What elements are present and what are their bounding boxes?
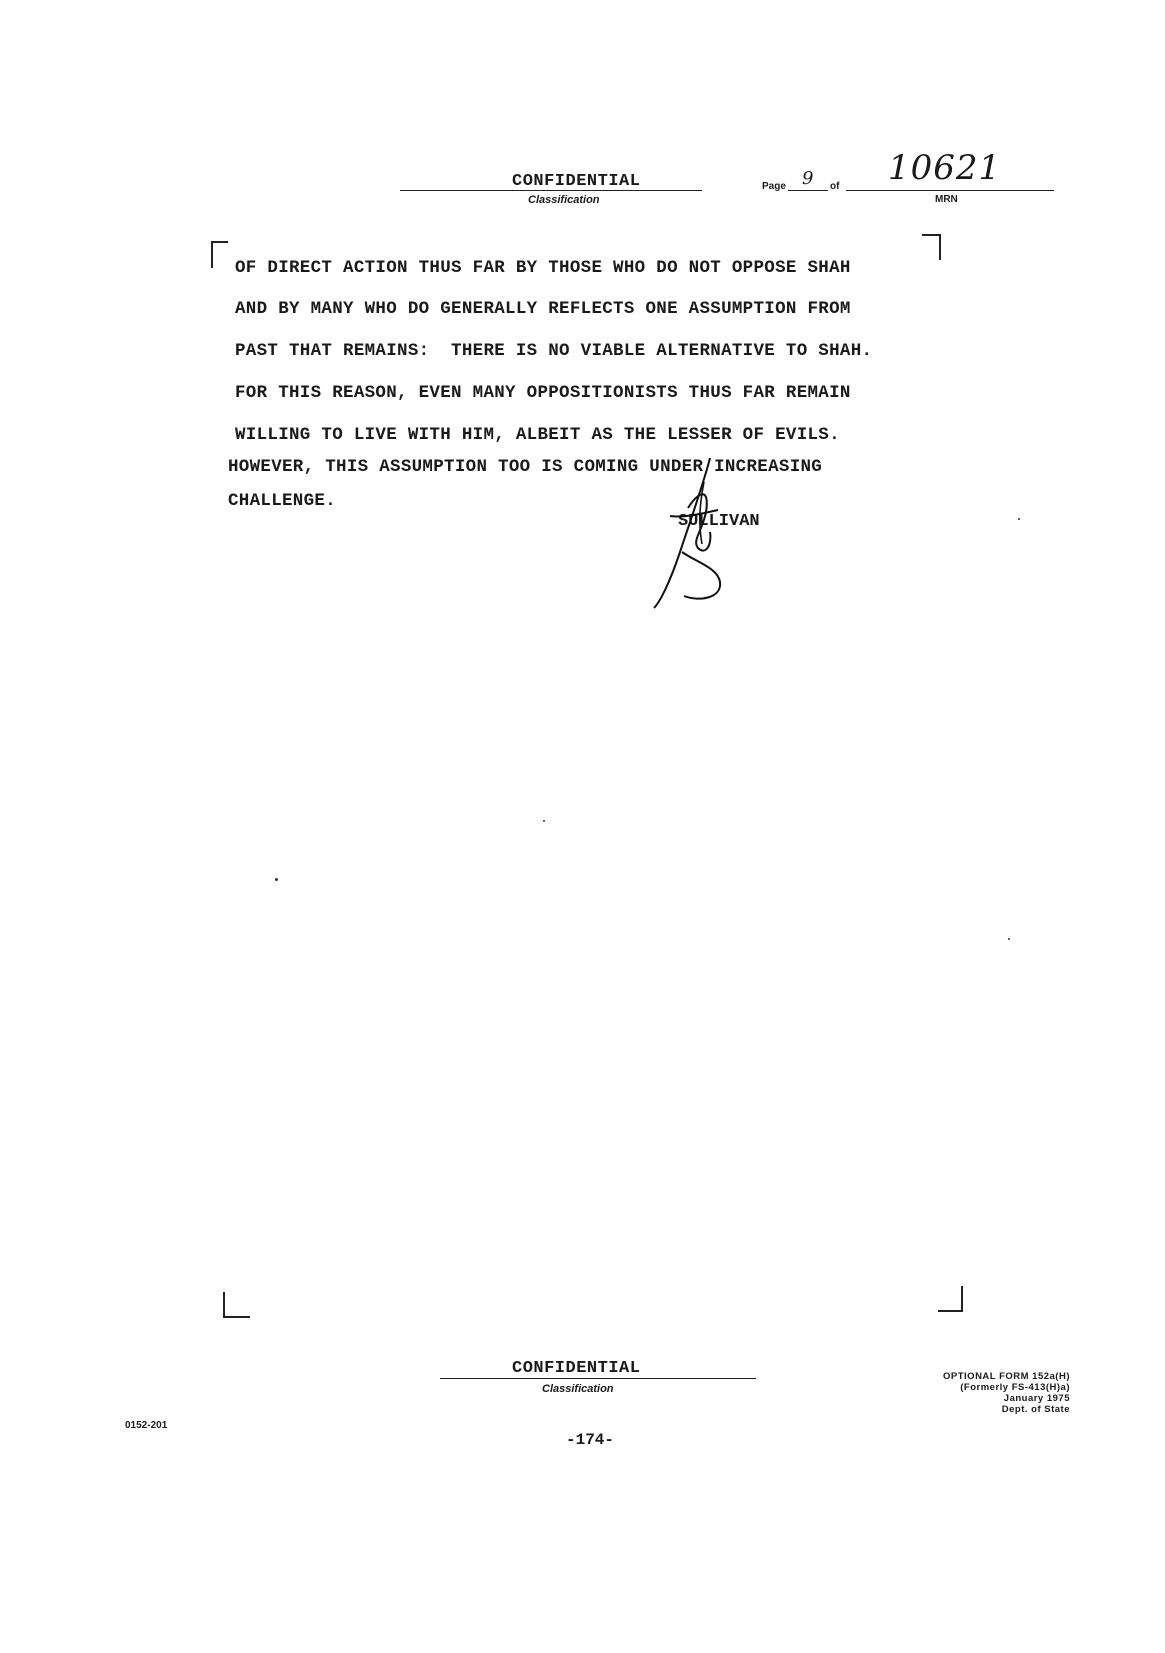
- form-line: January 1975: [1003, 1393, 1070, 1404]
- page-number: 9: [802, 168, 814, 189]
- form-line: Dept. of State: [1001, 1404, 1070, 1415]
- corner-mark-bottom-right: [936, 1284, 966, 1314]
- body-line-3: PAST THAT REMAINS: THERE IS NO VIABLE ALTERNATIVE TO SHAH.: [235, 341, 873, 361]
- page-label: Page: [762, 181, 786, 192]
- of-label: of: [830, 181, 840, 192]
- handwritten-signature: [640, 452, 750, 612]
- corner-mark-top-left: [210, 240, 230, 270]
- scan-speck: [1018, 518, 1020, 520]
- body-line-5: WILLING TO LIVE WITH HIM, ALBEIT AS THE LESSER OF EVILS.: [235, 425, 840, 445]
- body-line-2: AND BY MANY WHO DO GENERALLY REFLECTS ONE ASSUMPTION FROM: [235, 299, 851, 319]
- scan-speck: [543, 820, 545, 822]
- page-number-rule: [788, 190, 828, 191]
- form-designation: [880, 1371, 1070, 1415]
- mrn-label: MRN: [935, 194, 958, 205]
- classification-rule-bottom: [440, 1378, 756, 1379]
- corner-mark-bottom-left: [222, 1290, 254, 1320]
- body-line-6: HOWEVER, THIS ASSUMPTION TOO IS COMING UNDER INCREASING: [228, 457, 823, 477]
- body-line-7: CHALLENGE.: [228, 491, 337, 511]
- body-line-4: FOR THIS REASON, EVEN MANY OPPOSITIONISTS THUS FAR REMAIN: [235, 383, 851, 403]
- classification-bottom: CONFIDENTIAL: [512, 1359, 641, 1378]
- form-line: (Formerly FS-413(H)a): [960, 1382, 1070, 1393]
- body-line-1: OF DIRECT ACTION THUS FAR BY THOSE WHO DO NOT OPPOSE SHAH: [235, 258, 851, 278]
- classification-top: CONFIDENTIAL: [512, 172, 641, 191]
- stock-number: 0152-201: [125, 1420, 168, 1431]
- form-line: OPTIONAL FORM 152a(H): [943, 1371, 1070, 1382]
- classification-label-top: Classification: [528, 194, 600, 206]
- signature-name: SULLIVAN: [678, 512, 760, 531]
- mrn-number: 10621: [888, 148, 1002, 188]
- classification-label-bottom: Classification: [542, 1383, 614, 1395]
- mrn-rule: [846, 190, 1054, 191]
- document-page-number: -174-: [566, 1431, 615, 1449]
- scan-speck: [1008, 938, 1010, 940]
- scan-speck: [275, 878, 278, 881]
- corner-mark-top-right: [920, 232, 944, 262]
